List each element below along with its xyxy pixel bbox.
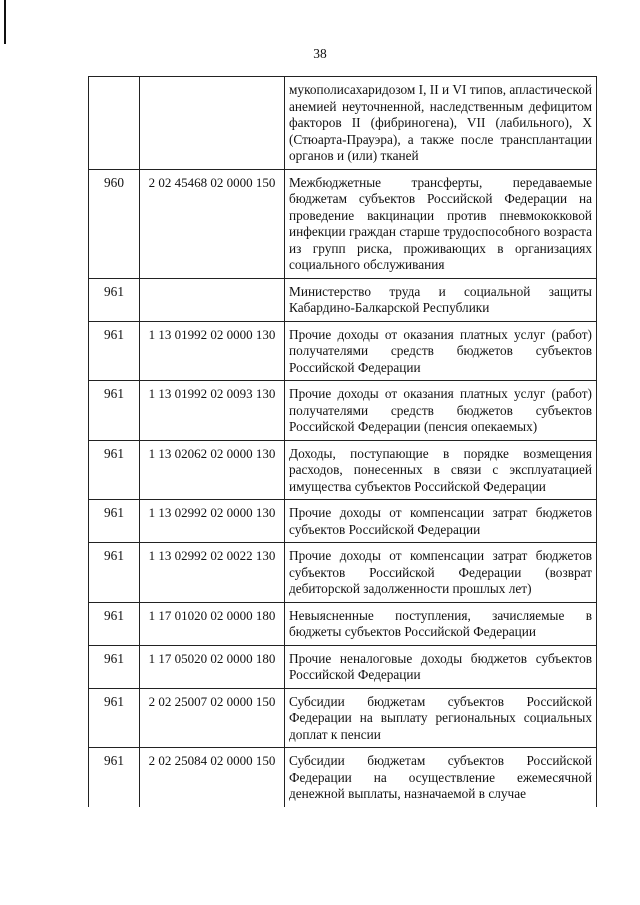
income-name-cell: Прочие доходы от компенсации затрат бюджетов субъектов Российской Федерации <box>285 500 597 543</box>
admin-code-cell: 961 <box>89 321 140 381</box>
admin-code-cell: 961 <box>89 440 140 500</box>
budget-code-cell: 1 13 01992 02 0000 130 <box>140 321 285 381</box>
income-name-cell: Прочие доходы от оказания платных услуг (работ) получателями средств бюджетов субъектов Российской Федерации (пенсия опекаемых) <box>285 381 597 441</box>
income-name-cell: мукополисахаридозом I, II и VI типов, апластической анемией неуточненной, наследственным дефицитом факторов II (фибриногена), VII (лабильного), X (Стюарта-Прауэра), а также после трансплантации органов и (или) тканей <box>285 77 597 170</box>
admin-code-cell: 961 <box>89 645 140 688</box>
table-row <box>89 645 597 688</box>
admin-code-cell <box>89 77 140 170</box>
budget-code-cell: 1 13 01992 02 0093 130 <box>140 381 285 441</box>
admin-code-cell: 961 <box>89 381 140 441</box>
income-name-cell: Министерство труда и социальной защиты Кабардино-Балкарской Республики <box>285 278 597 321</box>
income-name-cell: Межбюджетные трансферты, передаваемые бюджетам субъектов Российской Федерации на проведение вакцинации против пневмококковой инфекции граждан старше трудоспособного возраста из групп риска, проживающих в организациях социального обслуживания <box>285 169 597 278</box>
admin-code-cell: 961 <box>89 602 140 645</box>
budget-code-cell: 2 02 45468 02 0000 150 <box>140 169 285 278</box>
table-row <box>89 321 597 381</box>
admin-code-cell: 961 <box>89 278 140 321</box>
budget-code-cell <box>140 77 285 170</box>
table-row <box>89 440 597 500</box>
admin-code-cell: 961 <box>89 748 140 807</box>
budget-code-cell: 1 13 02992 02 0000 130 <box>140 500 285 543</box>
table-row <box>89 543 597 603</box>
admin-code-cell: 961 <box>89 688 140 748</box>
table-row <box>89 169 597 278</box>
table-row <box>89 77 597 170</box>
admin-code-cell: 960 <box>89 169 140 278</box>
income-name-cell: Субсидии бюджетам субъектов Российской Федерации на выплату региональных социальных доплат к пенсии <box>285 688 597 748</box>
revenue-codes-table <box>88 76 597 807</box>
table-row <box>89 688 597 748</box>
page-edge-mark <box>4 0 6 44</box>
page-number: 38 <box>313 46 327 61</box>
budget-code-cell: 1 17 01020 02 0000 180 <box>140 602 285 645</box>
table-row <box>89 278 597 321</box>
income-name-cell: Субсидии бюджетам субъектов Российской Федерации на осуществление ежемесячной денежной выплаты, назначаемой в случае <box>285 748 597 807</box>
budget-code-cell <box>140 278 285 321</box>
income-name-cell: Прочие доходы от компенсации затрат бюджетов субъектов Российской Федерации (возврат дебиторской задолженности прошлых лет) <box>285 543 597 603</box>
table-row <box>89 381 597 441</box>
income-name-cell: Доходы, поступающие в порядке возмещения расходов, понесенных в связи с эксплуатацией имущества субъектов Российской Федерации <box>285 440 597 500</box>
budget-code-cell: 2 02 25084 02 0000 150 <box>140 748 285 807</box>
table-row <box>89 748 597 807</box>
budget-code-cell: 1 17 05020 02 0000 180 <box>140 645 285 688</box>
budget-code-cell: 1 13 02992 02 0022 130 <box>140 543 285 603</box>
income-name-cell: Невыясненные поступления, зачисляемые в бюджеты субъектов Российской Федерации <box>285 602 597 645</box>
admin-code-cell: 961 <box>89 500 140 543</box>
table-row <box>89 500 597 543</box>
admin-code-cell: 961 <box>89 543 140 603</box>
budget-code-cell: 2 02 25007 02 0000 150 <box>140 688 285 748</box>
budget-code-cell: 1 13 02062 02 0000 130 <box>140 440 285 500</box>
table-row <box>89 602 597 645</box>
income-name-cell: Прочие неналоговые доходы бюджетов субъектов Российской Федерации <box>285 645 597 688</box>
income-name-cell: Прочие доходы от оказания платных услуг (работ) получателями средств бюджетов субъектов Российской Федерации <box>285 321 597 381</box>
